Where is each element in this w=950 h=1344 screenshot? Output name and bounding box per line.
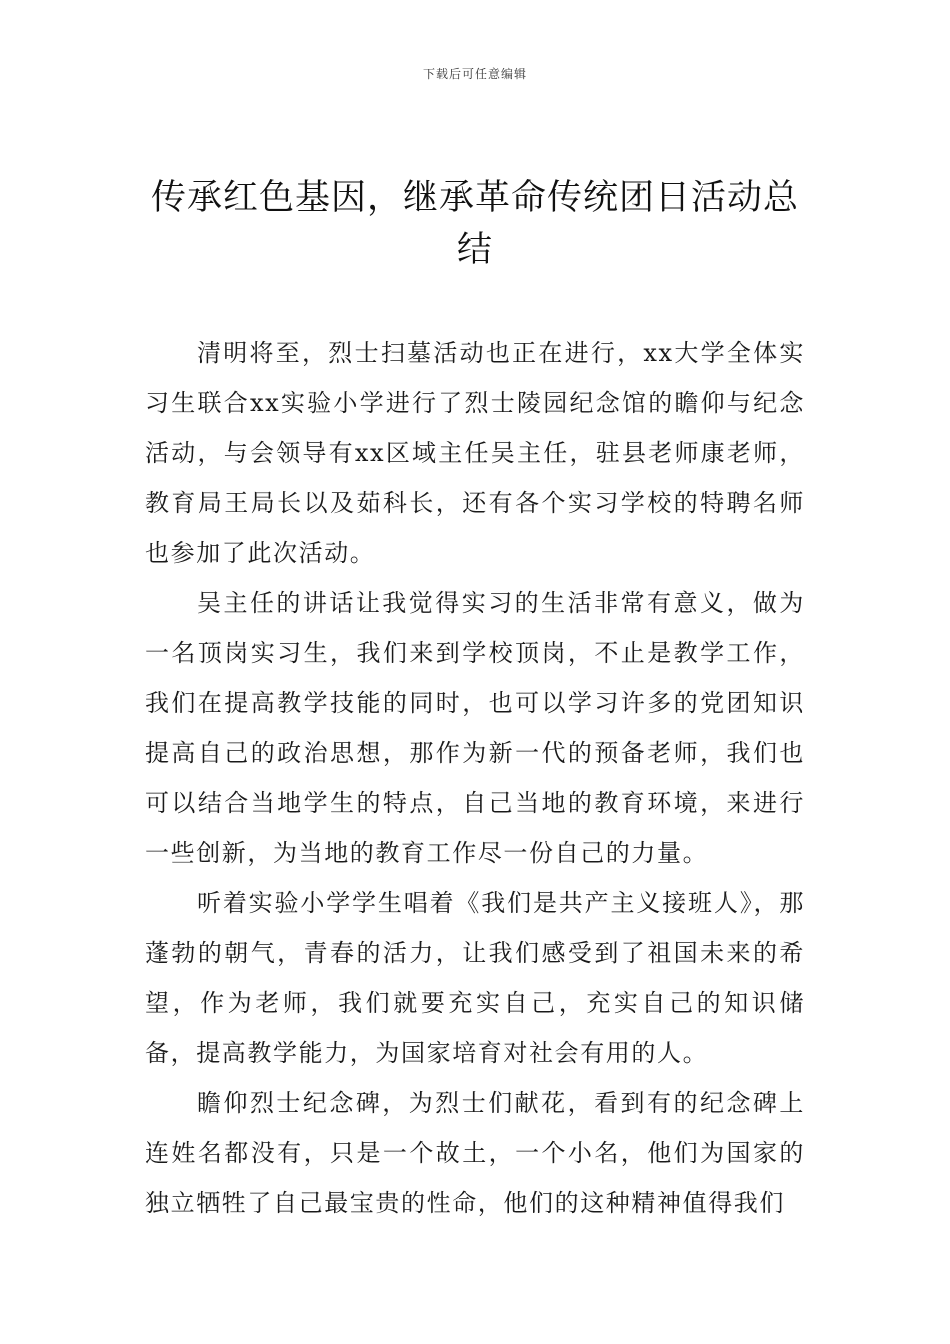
paragraph-2: 吴主任的讲话让我觉得实习的生活非常有意义，做为一名顶岗实习生，我们来到学校顶岗，不止是教学工作，我们在提高教学技能的同时，也可以学习许多的党团知识提高自己的政治思想，那作为新一代的预备老师，我们也可以结合当地学生的特点，自己当地的教育环境，来进行一些创新，为当地的教育工作尽一份自己的力量。 — [145, 589, 805, 867]
paragraph-3: 听着实验小学学生唱着《我们是共产主义接班人》，那蓬勃的朝气，青春的活力，让我们感受到了祖国未来的希望，作为老师，我们就要充实自己，充实自己的知识储备，提高教学能力，为国家培育对社会有用的人。 — [145, 889, 805, 1067]
paragraph-4: 瞻仰烈士纪念碑，为烈士们献花，看到有的纪念碑上连姓名都没有，只是一个故土，一个小名，他们为国家的独立牺牲了自己最宝贵的性命，他们的这种精神值得我们 — [145, 1089, 805, 1217]
paragraph-1: 清明将至，烈士扫墓活动也正在进行，xx大学全体实习生联合xx实验小学进行了烈士陵园纪念馆的瞻仰与纪念活动，与会领导有xx区域主任吴主任，驻县老师康老师，教育局王局长以及茹科长，还有各个实习学校的特聘名师也参加了此次活动。 — [145, 339, 805, 567]
header-note: 下载后可任意编辑 — [422, 67, 527, 81]
document-body — [145, 328, 805, 1228]
document-title: 传承红色基因，继承革命传统团日活动总结 — [150, 178, 799, 270]
